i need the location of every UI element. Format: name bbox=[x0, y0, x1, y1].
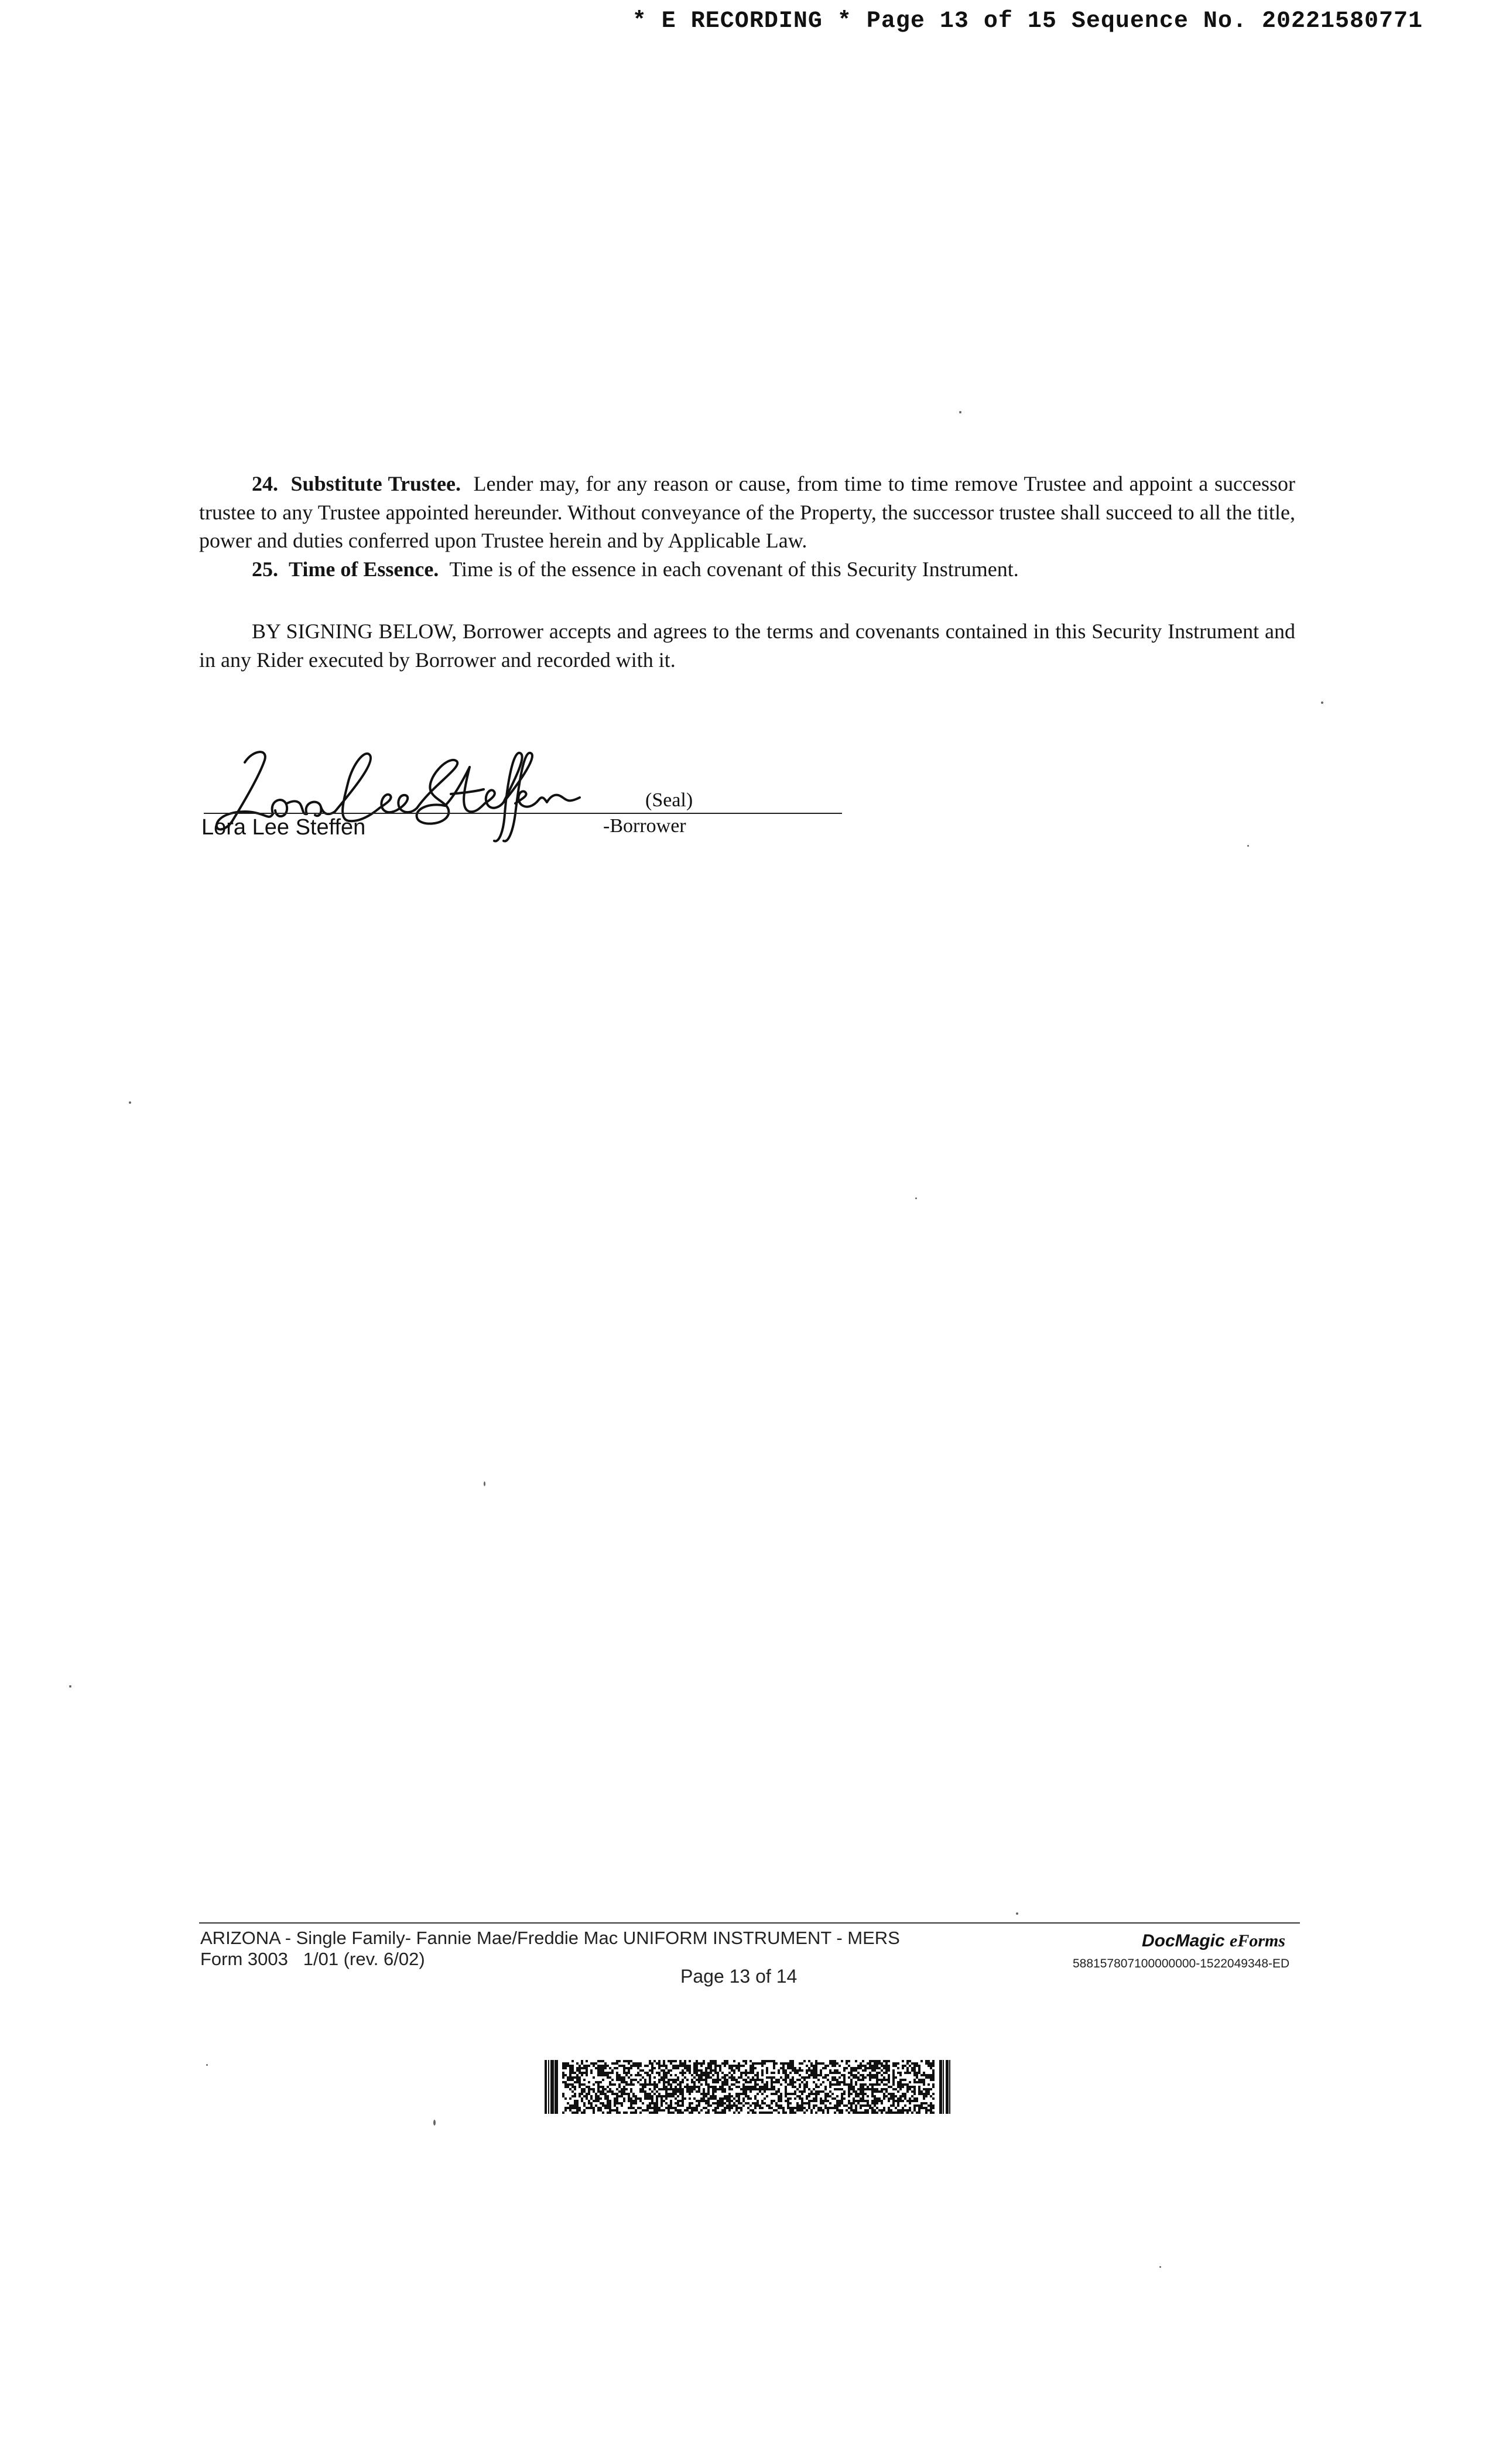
scan-speck bbox=[129, 1101, 131, 1104]
recording-stamp: * E RECORDING * Page 13 of 15 Sequence No. 20221580771 bbox=[632, 8, 1423, 35]
scan-speck bbox=[1247, 845, 1249, 847]
document-id: 588157807100000000-1522049348-ED bbox=[1073, 1957, 1290, 1970]
section-24-title: Substitute Trustee. bbox=[290, 472, 461, 495]
section-25-title: Time of Essence. bbox=[289, 557, 439, 581]
section-24-number: 24. bbox=[252, 472, 278, 495]
scan-speck bbox=[206, 2064, 208, 2066]
signature-block bbox=[199, 744, 726, 849]
footer-page-number: Page 13 of 14 bbox=[680, 1966, 798, 1987]
section-25-number: 25. bbox=[252, 557, 278, 581]
signing-statement bbox=[199, 612, 1295, 674]
borrower-role-label: -Borrower bbox=[603, 815, 686, 837]
scan-speck bbox=[69, 1685, 71, 1688]
seal-label: (Seal) bbox=[645, 789, 693, 811]
docmagic-brand-suffix: eForms bbox=[1230, 1931, 1286, 1950]
borrower-printed-name: Lora Lee Steffen bbox=[201, 815, 366, 840]
scan-speck bbox=[1159, 2266, 1161, 2268]
section-25 bbox=[199, 555, 1295, 584]
scan-speck bbox=[484, 1481, 485, 1486]
scan-speck bbox=[433, 2120, 436, 2126]
docmagic-logo bbox=[1142, 1931, 1285, 1951]
scan-speck bbox=[1321, 701, 1323, 704]
footer-form-info bbox=[200, 1928, 900, 1970]
signature-line bbox=[204, 813, 842, 814]
scan-speck bbox=[915, 1197, 917, 1199]
section-24 bbox=[199, 470, 1295, 555]
footer-form-line-1: ARIZONA - Single Family- Fannie Mae/Freddie Mac UNIFORM INSTRUMENT - MERS bbox=[200, 1928, 900, 1948]
section-24-text: Lender may, for any reason or cause, from time to time remove Trustee and appoint a successor trustee to any Trustee appointed hereunder. Without conveyance of the Property, the successor trustee shall succeed to all the title, power and duties conferred upon Trustee herein and by Applicable Law. bbox=[199, 472, 1295, 552]
docmagic-brand: DocMagic bbox=[1142, 1931, 1225, 1950]
scan-speck bbox=[959, 411, 961, 413]
scan-speck bbox=[1016, 1912, 1018, 1915]
footer-form-line-2: Form 3003 1/01 (rev. 6/02) bbox=[200, 1949, 425, 1969]
footer-divider bbox=[199, 1922, 1300, 1924]
signing-statement-text: BY SIGNING BELOW, Borrower accepts and agrees to the terms and covenants contained in this Security Instrument and in any Rider executed by Borrower and recorded with it. bbox=[199, 620, 1295, 672]
barcode-image bbox=[545, 2060, 952, 2114]
section-25-text: Time is of the essence in each covenant of this Security Instrument. bbox=[449, 557, 1019, 581]
